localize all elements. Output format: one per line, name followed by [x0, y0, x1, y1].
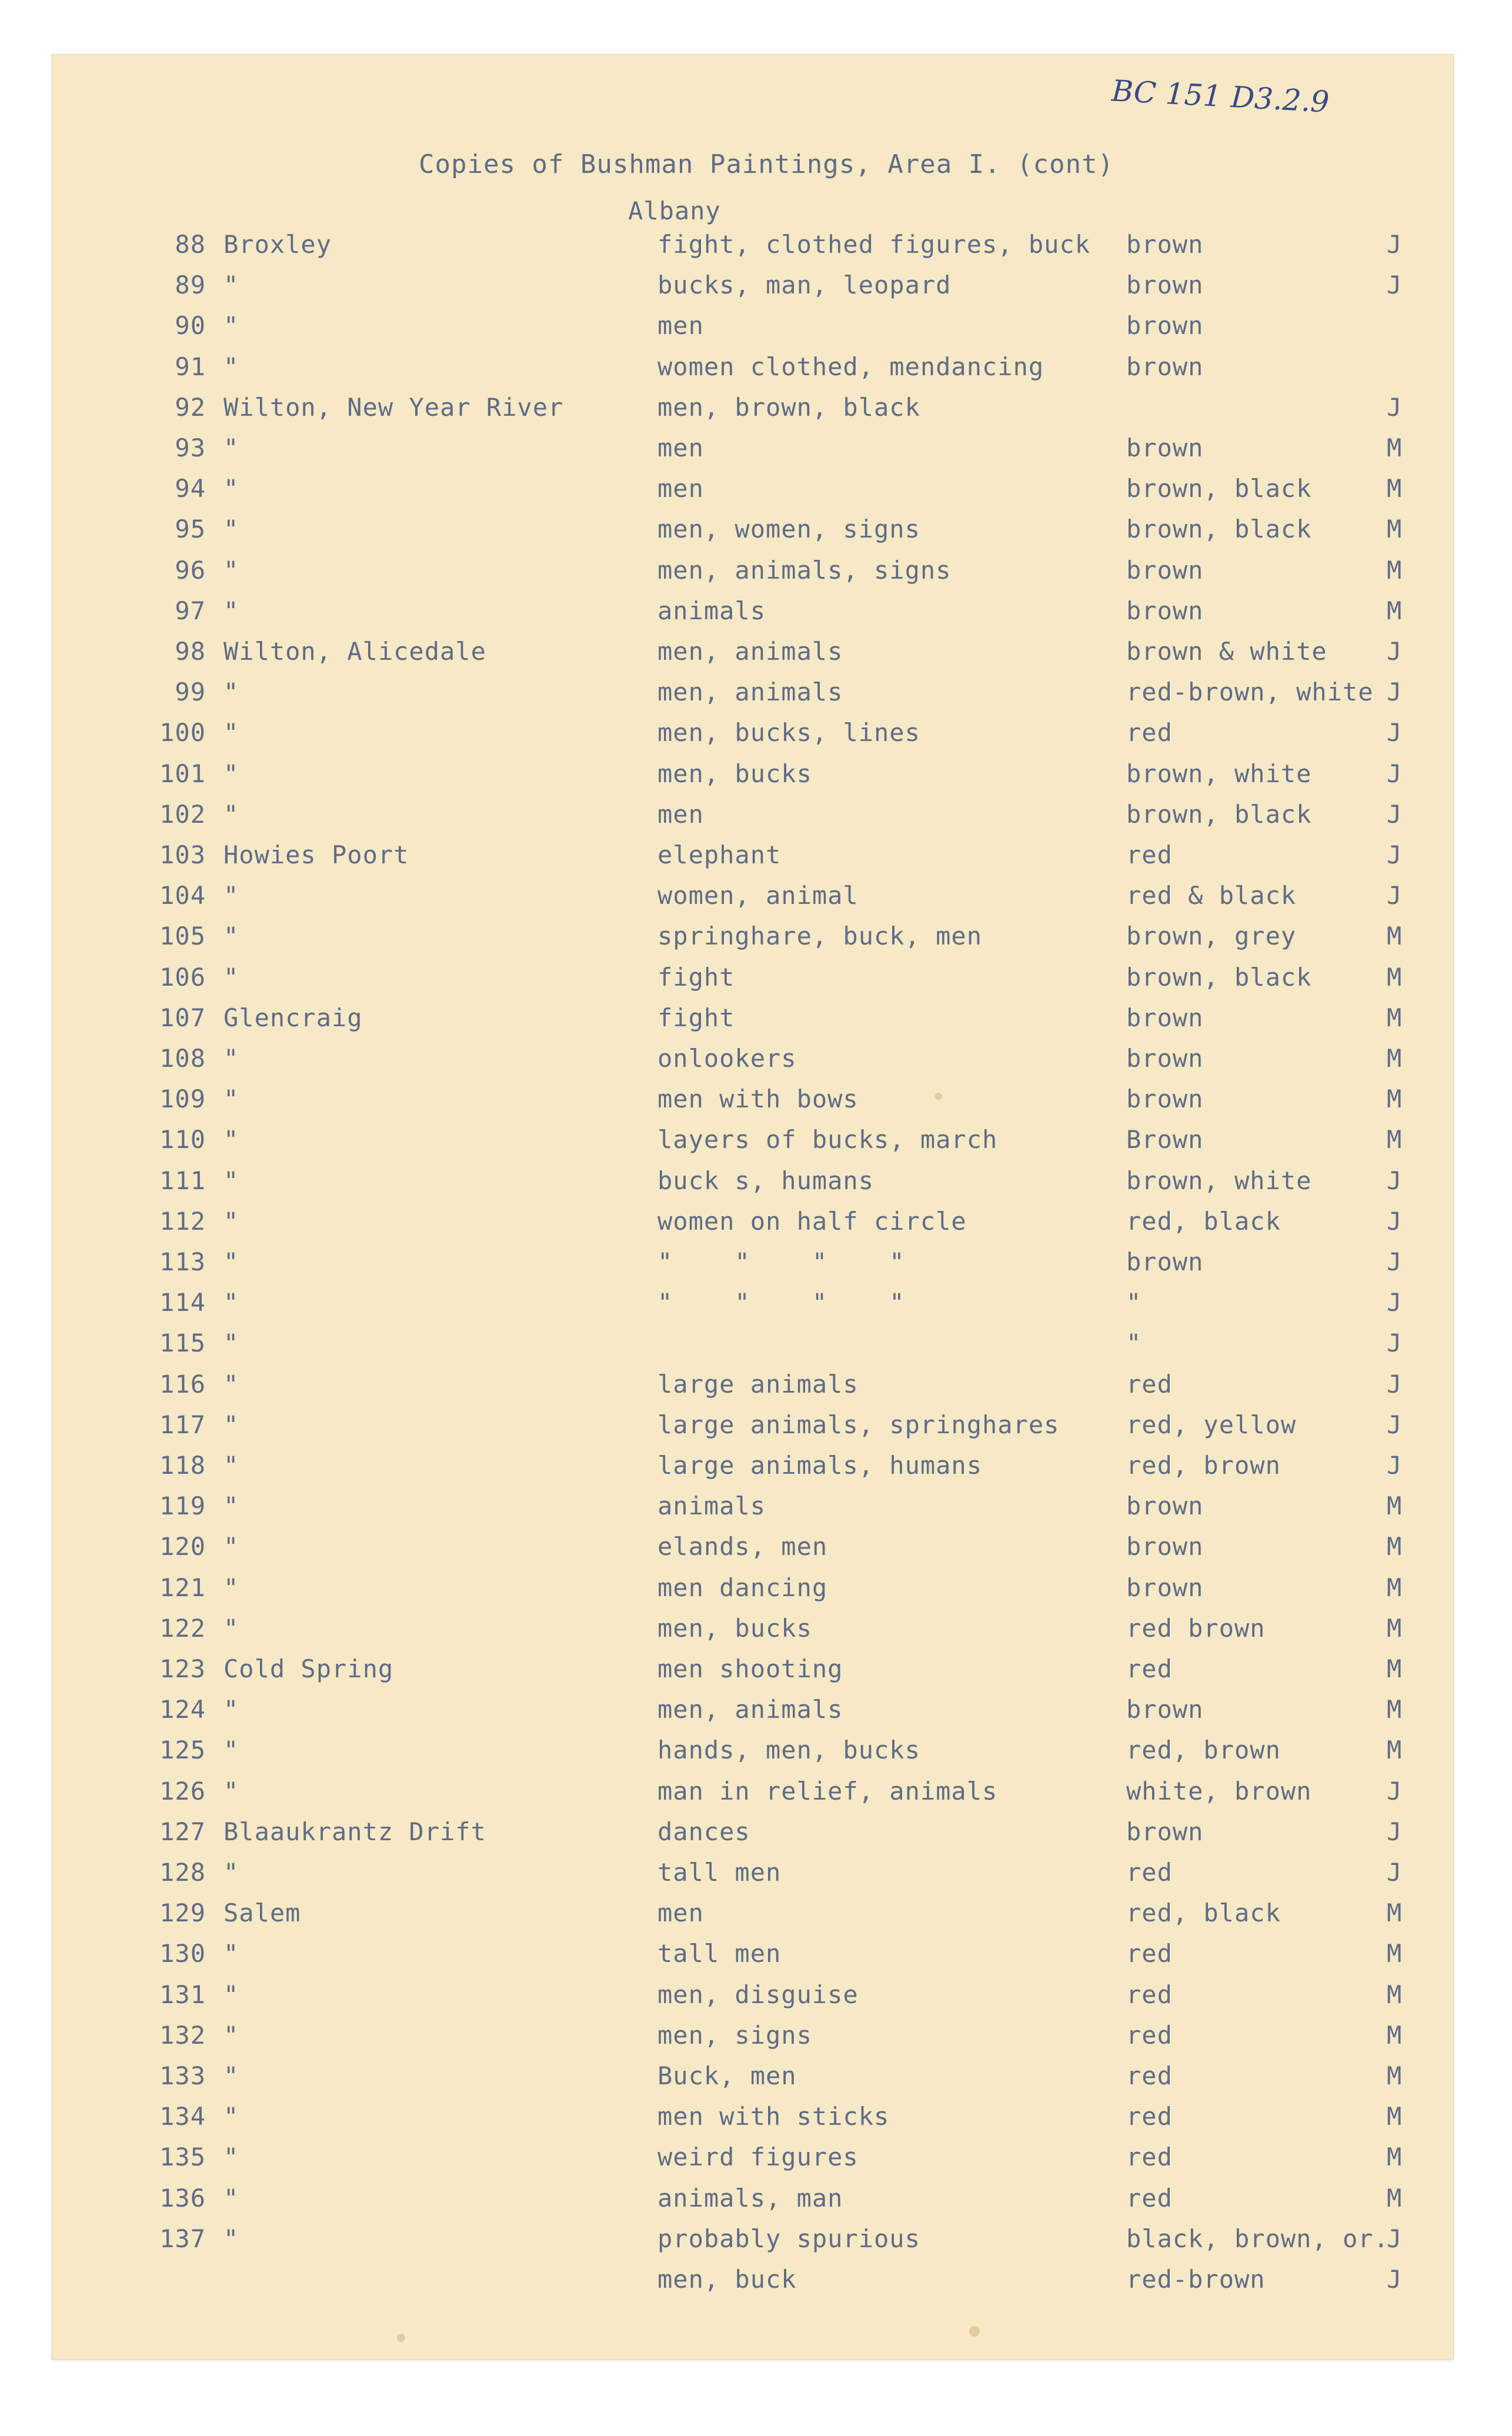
row-location: Howies Poort [223, 840, 409, 869]
row-number: 90 [175, 311, 206, 341]
row-subject: animals [657, 596, 766, 625]
paper-stain [397, 2334, 405, 2342]
row-location: " [223, 2224, 239, 2253]
row-subject: springhare, buck, men [657, 922, 983, 951]
row-colour: red brown [1126, 1613, 1266, 1643]
row-number: 107 [159, 1003, 206, 1032]
row-colour: brown, black [1126, 962, 1312, 992]
row-colour: brown [1126, 1573, 1204, 1602]
row-location: " [223, 515, 239, 544]
row-number: 137 [159, 2224, 206, 2253]
row-initial: M [1387, 1044, 1403, 1073]
row-location: " [223, 1451, 239, 1480]
row-location: " [223, 311, 239, 341]
row-subject: women clothed, mendancing [657, 352, 1044, 381]
row-number: 122 [159, 1613, 206, 1643]
row-location: " [223, 2061, 239, 2090]
row-initial: M [1387, 2143, 1403, 2172]
row-colour: red [1126, 840, 1173, 869]
row-number: 123 [159, 1654, 206, 1683]
row-subject: " " " " [657, 1247, 905, 1276]
row-location: " [223, 1613, 239, 1643]
row-subject: men [657, 799, 704, 829]
page-title: Copies of Bushman Paintings, Area I. (cont) [419, 149, 1114, 179]
row-location: Glencraig [223, 1003, 363, 1032]
row-initial: J [1387, 2224, 1403, 2253]
row-colour: red-brown, white [1126, 678, 1374, 707]
row-subject: onlookers [657, 1044, 797, 1073]
row-subject: men, women, signs [657, 515, 920, 544]
row-subject: large animals, springhares [657, 1410, 1060, 1439]
row-colour: " [1126, 1288, 1142, 1317]
row-location: " [223, 962, 239, 992]
row-initial: M [1387, 922, 1403, 951]
row-number: 94 [175, 474, 206, 503]
row-initial: J [1387, 1247, 1403, 1276]
row-number: 92 [175, 392, 206, 422]
row-subject: men [657, 1898, 704, 1928]
row-subject: fight [657, 962, 735, 992]
row-subject: animals [657, 1491, 766, 1521]
district-heading: Albany [628, 196, 721, 225]
row-number: 131 [159, 1980, 206, 2009]
row-number: 110 [159, 1125, 206, 1154]
row-number: 116 [159, 1369, 206, 1399]
row-colour: white, brown [1126, 1776, 1312, 1806]
row-initial: M [1387, 1125, 1403, 1154]
paper-stain [935, 1093, 942, 1100]
row-subject: men, animals [657, 1695, 843, 1724]
row-location: " [223, 1939, 239, 1968]
row-colour: " [1126, 1329, 1142, 1358]
row-colour: red & black [1126, 881, 1297, 910]
row-location: " [223, 1410, 239, 1439]
row-number: 133 [159, 2061, 206, 2090]
row-location: " [223, 1532, 239, 1561]
row-subject: men, animals, signs [657, 555, 952, 585]
row-initial: J [1387, 392, 1403, 422]
row-number: 100 [159, 718, 206, 748]
row-subject: men with bows [657, 1084, 859, 1114]
row-number: 96 [175, 555, 206, 585]
row-subject: probably spurious [657, 2224, 920, 2253]
paper-stain [969, 2326, 980, 2337]
row-colour: black, brown, or. [1126, 2224, 1389, 2253]
row-number: 89 [175, 271, 206, 300]
row-number: 124 [159, 1695, 206, 1724]
row-number: 106 [159, 962, 206, 992]
row-number: 104 [159, 881, 206, 910]
row-number: 102 [159, 799, 206, 829]
row-initial: M [1387, 2020, 1403, 2050]
row-subject: tall men [657, 1939, 782, 1968]
row-location: " [223, 1369, 239, 1399]
row-number: 103 [159, 840, 206, 869]
row-initial: M [1387, 1532, 1403, 1561]
row-location: " [223, 1329, 239, 1358]
row-subject: bucks, man, leopard [657, 271, 952, 300]
row-number: 127 [159, 1817, 206, 1846]
row-subject: man in relief, animals [657, 1776, 998, 1806]
row-number: 120 [159, 1532, 206, 1561]
row-colour: red [1126, 2020, 1173, 2050]
row-initial: J [1387, 1369, 1403, 1399]
row-initial: M [1387, 1613, 1403, 1643]
row-colour: brown [1126, 1695, 1204, 1724]
row-subject: men, bucks [657, 1613, 812, 1643]
row-initial: M [1387, 1898, 1403, 1928]
archive-reference-annotation: BC 151 D3.2.9 [1110, 74, 1330, 119]
row-subject: " " " " [657, 1288, 905, 1317]
row-location: " [223, 1695, 239, 1724]
row-colour: brown [1126, 1003, 1204, 1032]
row-number: 132 [159, 2020, 206, 2050]
row-initial: M [1387, 596, 1403, 625]
row-location: " [223, 2143, 239, 2172]
row-colour: red [1126, 2183, 1173, 2213]
row-initial: J [1387, 678, 1403, 707]
row-number: 105 [159, 922, 206, 951]
row-colour: brown, black [1126, 799, 1312, 829]
row-number: 93 [175, 433, 206, 462]
row-initial: M [1387, 1736, 1403, 1765]
row-location: " [223, 596, 239, 625]
row-initial: J [1387, 1817, 1403, 1846]
row-colour: brown [1126, 555, 1204, 585]
row-colour: brown, white [1126, 759, 1312, 788]
row-colour: brown [1126, 1084, 1204, 1114]
row-initial: M [1387, 1654, 1403, 1683]
row-initial: J [1387, 1410, 1403, 1439]
row-location: " [223, 271, 239, 300]
row-colour: red [1126, 2061, 1173, 2090]
row-number: 109 [159, 1084, 206, 1114]
row-initial: J [1387, 1206, 1403, 1236]
row-initial: M [1387, 555, 1403, 585]
row-number: 112 [159, 1206, 206, 1236]
row-initial: M [1387, 962, 1403, 992]
row-subject: elephant [657, 840, 782, 869]
row-location: " [223, 1858, 239, 1887]
row-number: 125 [159, 1736, 206, 1765]
row-subject: layers of bucks, march [657, 1125, 998, 1154]
row-colour: brown [1126, 1532, 1204, 1561]
row-number: 111 [159, 1166, 206, 1195]
row-initial: J [1387, 840, 1403, 869]
row-colour: red [1126, 2102, 1173, 2131]
row-colour: brown [1126, 1491, 1204, 1521]
row-initial: M [1387, 2102, 1403, 2131]
row-location: " [223, 555, 239, 585]
row-location: " [223, 474, 239, 503]
row-subject: animals, man [657, 2183, 843, 2213]
row-colour: red [1126, 1980, 1173, 2009]
row-colour: red [1126, 1369, 1173, 1399]
row-location: " [223, 1084, 239, 1114]
row-location: " [223, 922, 239, 951]
row-location: " [223, 1125, 239, 1154]
row-subject: men dancing [657, 1573, 828, 1602]
row-initial: J [1387, 1858, 1403, 1887]
row-subject: men, signs [657, 2020, 812, 2050]
row-subject: large animals [657, 1369, 859, 1399]
row-number: 115 [159, 1329, 206, 1358]
row-initial: M [1387, 1980, 1403, 2009]
row-number: 108 [159, 1044, 206, 1073]
row-subject: fight [657, 1003, 735, 1032]
row-location: " [223, 2183, 239, 2213]
row-colour: red, black [1126, 1206, 1281, 1236]
row-initial: J [1387, 230, 1403, 259]
row-number: 118 [159, 1451, 206, 1480]
row-initial: J [1387, 759, 1403, 788]
row-number: 135 [159, 2143, 206, 2172]
row-subject: men [657, 311, 704, 341]
row-number: 95 [175, 515, 206, 544]
row-location: " [223, 678, 239, 707]
row-colour: brown [1126, 1044, 1204, 1073]
row-initial: M [1387, 1695, 1403, 1724]
row-colour: red, yellow [1126, 1410, 1297, 1439]
row-colour: red [1126, 1654, 1173, 1683]
row-subject: men shooting [657, 1654, 843, 1683]
row-colour: brown, white [1126, 1166, 1312, 1195]
row-subject: men [657, 474, 704, 503]
row-subject: dances [657, 1817, 750, 1846]
row-colour: brown, black [1126, 515, 1312, 544]
row-initial: M [1387, 1003, 1403, 1032]
row-initial: J [1387, 1166, 1403, 1195]
row-initial: J [1387, 637, 1403, 666]
row-subject: men with sticks [657, 2102, 890, 2131]
row-number: 130 [159, 1939, 206, 1968]
row-initial: M [1387, 1573, 1403, 1602]
row-subject: men, disguise [657, 1980, 859, 2009]
row-colour: Brown [1126, 1125, 1204, 1154]
row-location: " [223, 759, 239, 788]
row-subject: weird figures [657, 2143, 859, 2172]
row-subject: women on half circle [657, 1206, 967, 1236]
row-colour: brown [1126, 311, 1204, 341]
row-subject: women, animal [657, 881, 859, 910]
row-number: 114 [159, 1288, 206, 1317]
row-subject: men, bucks [657, 759, 812, 788]
row-colour: red [1126, 1858, 1173, 1887]
row-location: " [223, 1166, 239, 1195]
row-location: " [223, 1573, 239, 1602]
row-colour: brown [1126, 352, 1204, 381]
row-location: Blaaukrantz Drift [223, 1817, 486, 1846]
row-initial: M [1387, 1084, 1403, 1114]
row-location: " [223, 881, 239, 910]
row-colour: brown, black [1126, 474, 1312, 503]
row-number: 97 [175, 596, 206, 625]
row-number: 88 [175, 230, 206, 259]
row-initial: J [1387, 1451, 1403, 1480]
row-colour: brown [1126, 271, 1204, 300]
row-location: " [223, 799, 239, 829]
row-location: Wilton, New Year River [223, 392, 564, 422]
row-colour: brown [1126, 596, 1204, 625]
row-number: 129 [159, 1898, 206, 1928]
row-subject: hands, men, bucks [657, 1736, 920, 1765]
row-location: Broxley [223, 230, 332, 259]
row-location: " [223, 433, 239, 462]
row-initial: J [1387, 271, 1403, 300]
row-colour: red, black [1126, 1898, 1281, 1928]
row-number: 99 [175, 678, 206, 707]
row-colour: brown [1126, 433, 1204, 462]
row-location: " [223, 1044, 239, 1073]
row-number: 98 [175, 637, 206, 666]
row-initial: J [1387, 799, 1403, 829]
row-colour: brown [1126, 1817, 1204, 1846]
row-location: " [223, 718, 239, 748]
row-initial: M [1387, 433, 1403, 462]
row-subject: men, buck [657, 2265, 797, 2294]
row-location: " [223, 1206, 239, 1236]
row-subject: buck s, humans [657, 1166, 875, 1195]
row-initial: J [1387, 1776, 1403, 1806]
row-colour: red-brown [1126, 2265, 1266, 2294]
row-initial: J [1387, 881, 1403, 910]
row-subject: men, bucks, lines [657, 718, 920, 748]
row-location: " [223, 2102, 239, 2131]
row-number: 119 [159, 1491, 206, 1521]
row-location: Wilton, Alicedale [223, 637, 486, 666]
row-initial: M [1387, 1939, 1403, 1968]
row-number: 121 [159, 1573, 206, 1602]
row-location: " [223, 1736, 239, 1765]
row-initial: J [1387, 1329, 1403, 1358]
row-subject: men, animals [657, 678, 843, 707]
row-colour: brown, grey [1126, 922, 1297, 951]
row-location: Salem [223, 1898, 301, 1928]
row-number: 134 [159, 2102, 206, 2131]
row-subject: large animals, humans [657, 1451, 983, 1480]
row-number: 113 [159, 1247, 206, 1276]
row-colour: brown [1126, 230, 1204, 259]
row-colour: red [1126, 718, 1173, 748]
row-subject: men [657, 433, 704, 462]
row-colour: red [1126, 1939, 1173, 1968]
row-location: " [223, 1247, 239, 1276]
row-subject: men, animals [657, 637, 843, 666]
row-location: " [223, 2020, 239, 2050]
row-initial: J [1387, 2265, 1403, 2294]
row-colour: red, brown [1126, 1736, 1281, 1765]
row-subject: fight, clothed figures, buck [657, 230, 1091, 259]
row-number: 117 [159, 1410, 206, 1439]
row-number: 91 [175, 352, 206, 381]
row-initial: M [1387, 2183, 1403, 2213]
row-location: " [223, 1288, 239, 1317]
row-initial: M [1387, 515, 1403, 544]
row-location: " [223, 1776, 239, 1806]
row-subject: men, brown, black [657, 392, 920, 422]
row-location: " [223, 352, 239, 381]
row-location: " [223, 1491, 239, 1521]
row-colour: red, brown [1126, 1451, 1281, 1480]
row-initial: M [1387, 474, 1403, 503]
row-subject: tall men [657, 1858, 782, 1887]
row-colour: brown & white [1126, 637, 1327, 666]
row-number: 101 [159, 759, 206, 788]
row-number: 136 [159, 2183, 206, 2213]
row-number: 126 [159, 1776, 206, 1806]
row-initial: M [1387, 1491, 1403, 1521]
row-initial: J [1387, 718, 1403, 748]
row-initial: J [1387, 1288, 1403, 1317]
row-location: " [223, 1980, 239, 2009]
row-initial: M [1387, 2061, 1403, 2090]
row-number: 128 [159, 1858, 206, 1887]
row-colour: red [1126, 2143, 1173, 2172]
row-subject: elands, men [657, 1532, 828, 1561]
row-location: Cold Spring [223, 1654, 394, 1683]
row-subject: Buck, men [657, 2061, 797, 2090]
row-colour: brown [1126, 1247, 1204, 1276]
